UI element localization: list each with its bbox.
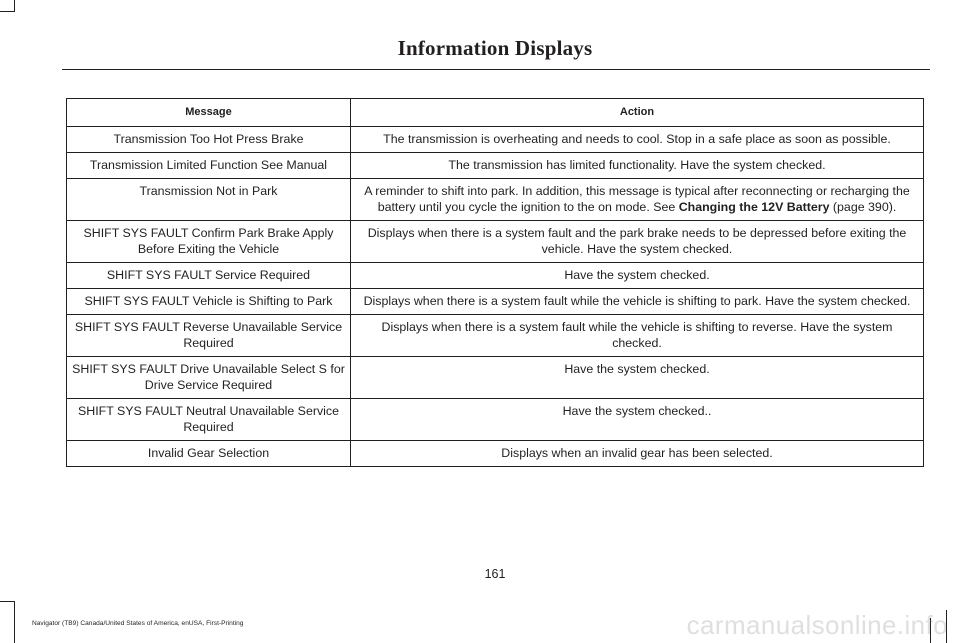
column-header-action: Action: [351, 99, 924, 127]
crop-mark-bottom-left-vertical: [0, 602, 15, 643]
action-cell: Displays when there is a system fault and the park brake needs to be depressed before exiting the vehicle. Have the system checked.: [351, 221, 924, 263]
table-row: [67, 357, 924, 399]
column-header-message: Message: [67, 99, 351, 127]
page-number: 161: [484, 567, 506, 581]
table-row: [67, 315, 924, 357]
action-cell: Have the system checked.: [351, 357, 924, 399]
cross-reference-link[interactable]: Changing the 12V Battery: [678, 200, 830, 214]
action-cell: Displays when an invalid gear has been selected.: [351, 441, 924, 467]
action-cell: [351, 179, 924, 221]
title-rule: [62, 69, 930, 70]
action-cell: Displays when there is a system fault while the vehicle is shifting to park. Have the system checked.: [351, 289, 924, 315]
table-row: [67, 127, 924, 153]
message-cell: Invalid Gear Selection: [67, 441, 351, 467]
action-cell: The transmission has limited functionality. Have the system checked.: [351, 153, 924, 179]
table-row: [67, 399, 924, 441]
table-row: [67, 289, 924, 315]
message-cell: SHIFT SYS FAULT Drive Unavailable Select S for Drive Service Required: [67, 357, 351, 399]
watermark: carmanualsonline.info: [686, 610, 948, 640]
action-cell: The transmission is overheating and needs to cool. Stop in a safe place as soon as possible.: [351, 127, 924, 153]
table-row: [67, 153, 924, 179]
page-title: Information Displays: [397, 36, 593, 60]
edition-footer: Navigator (TB9) Canada/United States of America, enUSA, First-Printing: [32, 620, 244, 627]
crop-mark-top-left: [0, 0, 15, 12]
message-cell: SHIFT SYS FAULT Neutral Unavailable Service Required: [67, 399, 351, 441]
message-cell: SHIFT SYS FAULT Service Required: [67, 263, 351, 289]
table-row: [67, 221, 924, 263]
message-cell: Transmission Not in Park: [67, 179, 351, 221]
message-cell: Transmission Limited Function See Manual: [67, 153, 351, 179]
action-text: A reminder to shift into park. In addition, this message is typical after reconnecting or recharging the battery until you cycle the ignition to the on mode. See: [364, 184, 910, 214]
table-row: [67, 179, 924, 221]
action-cell: Have the system checked..: [351, 399, 924, 441]
message-cell: SHIFT SYS FAULT Confirm Park Brake Apply Before Exiting the Vehicle: [67, 221, 351, 263]
table-row: [67, 441, 924, 467]
table-header-row: [67, 99, 924, 127]
action-cell: Have the system checked.: [351, 263, 924, 289]
table-row: [67, 263, 924, 289]
message-cell: SHIFT SYS FAULT Reverse Unavailable Service Required: [67, 315, 351, 357]
messages-table: [66, 98, 924, 467]
page-reference: (page 390).: [829, 200, 897, 214]
message-cell: Transmission Too Hot Press Brake: [67, 127, 351, 153]
action-cell: Displays when there is a system fault while the vehicle is shifting to reverse. Have the system checked.: [351, 315, 924, 357]
message-cell: SHIFT SYS FAULT Vehicle is Shifting to Park: [67, 289, 351, 315]
